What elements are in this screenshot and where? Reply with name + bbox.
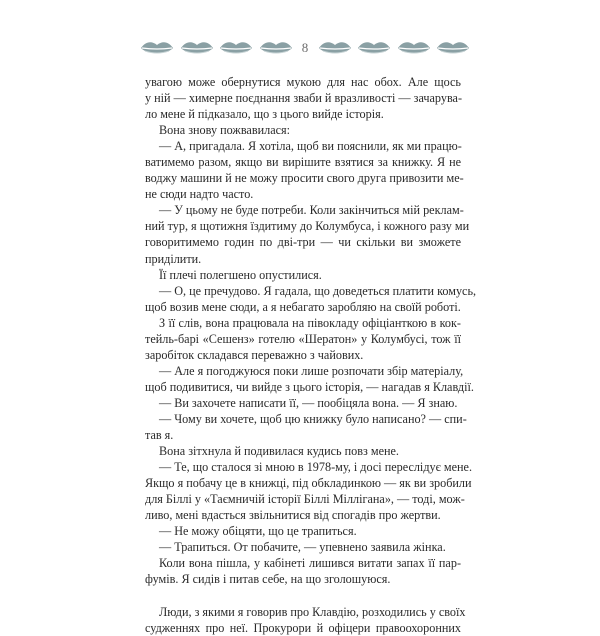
text-line: ний тур, я щотижня їздитиму до Колумбуса, і кожного разу ми [145,219,470,234]
text-line: заробіток складався переважно з чайових. [145,347,364,362]
text-line: ло мене й підказало, що з цього вийде історія. [145,107,384,122]
lips-icon [259,40,293,56]
text-line: — Чому ви хочете, щоб цю книжку було написано? — спи- [159,411,467,426]
text-line: щоб подивитися, чи вийде з цього історія, — нагадав я Клавдії. [145,379,474,394]
text-line: фумів. Я сидів і питав себе, на що зголошуюся. [145,572,391,587]
text-line: приділити. [145,251,202,266]
text-line: Її плечі полегшено опустилися. [159,267,322,282]
text-line: тейль-барі «Сешенз» готелю «Шератон» у Колумбусі, тож її [145,331,461,346]
lips-icon [318,40,352,56]
text-line: — Трапиться. От побачите, — упевнено заявила жінка. [159,540,446,555]
text-line: не сюди надто часто. [145,187,254,202]
lips-icon [180,40,214,56]
text-line: для Біллі у «Таємничій історії Біллі Міллігана», — тоді, мож- [145,492,465,507]
page-header [140,38,470,58]
text-line: Коли вона пішла, у кабінеті лишився витати запах її пар- [159,556,461,571]
text-line: судженнях про неї. Прокурори й офіцери правоохоронних [145,620,461,635]
body-text [145,74,477,636]
text-line: — Ви захочете написати її, — пообіцяла вона. — Я знаю. [159,395,458,410]
text-line: увагою може обернутися мукою для нас обох. Але щось [145,75,461,89]
section-gap [145,588,461,604]
text-line: говоритимемо годин по дві-три — чи скільки ви зможете [145,235,461,250]
text-line: Люди, з якими я говорив про Клавдію, розходились у своїх [159,604,466,619]
lips-icon [357,40,391,56]
text-line: ватимемо разом, якщо ви вирішите взятися за книжку. Я не [145,155,461,170]
text-line: З її слів, вона працювала на півокладу офіціанткою в кок- [159,315,461,330]
text-line: Вона знову пожвавилася: [159,123,291,138]
text-line: — У цьому не буде потреби. Коли закінчиться мій реклам- [159,203,464,218]
text-line: — Але я погоджуюся поки лише розпочати збір матеріалу, [159,363,464,378]
text-line: Вона зітхнула й подивилася кудись повз мене. [159,444,399,459]
text-line: — А, пригадала. Я хотіла, щоб ви пояснили, як ми працю- [159,139,462,154]
lips-icon [219,40,253,56]
page-number: 8 [301,40,309,55]
text-line: тав я. [145,428,174,443]
text-line: — Те, що сталося зі мною в 1978-му, і досі переслідує мене. [159,460,472,475]
text-line: щоб возив мене сюди, а я небагато заробляю на своїй роботі. [145,299,461,314]
text-line: воджу машини й не можу просити свого друга привозити ме- [145,171,464,186]
text-line: — О, це пречудово. Я гадала, що доведеться платити комусь, [159,283,477,298]
lips-icon [436,40,470,56]
text-line: у ній — химерне поєднання зваби й вразливості — зачарува- [145,91,463,106]
lips-icon [397,40,431,56]
text-line: — Не можу обіцяти, що це трапиться. [159,524,357,539]
text-line: Якщо я побачу це в книжці, під обкладинкою — як ви зробили [145,476,472,491]
text-line: ливо, мені вдасться звільнитися від спогадів про жертви. [145,508,441,523]
lips-icon [140,40,174,56]
